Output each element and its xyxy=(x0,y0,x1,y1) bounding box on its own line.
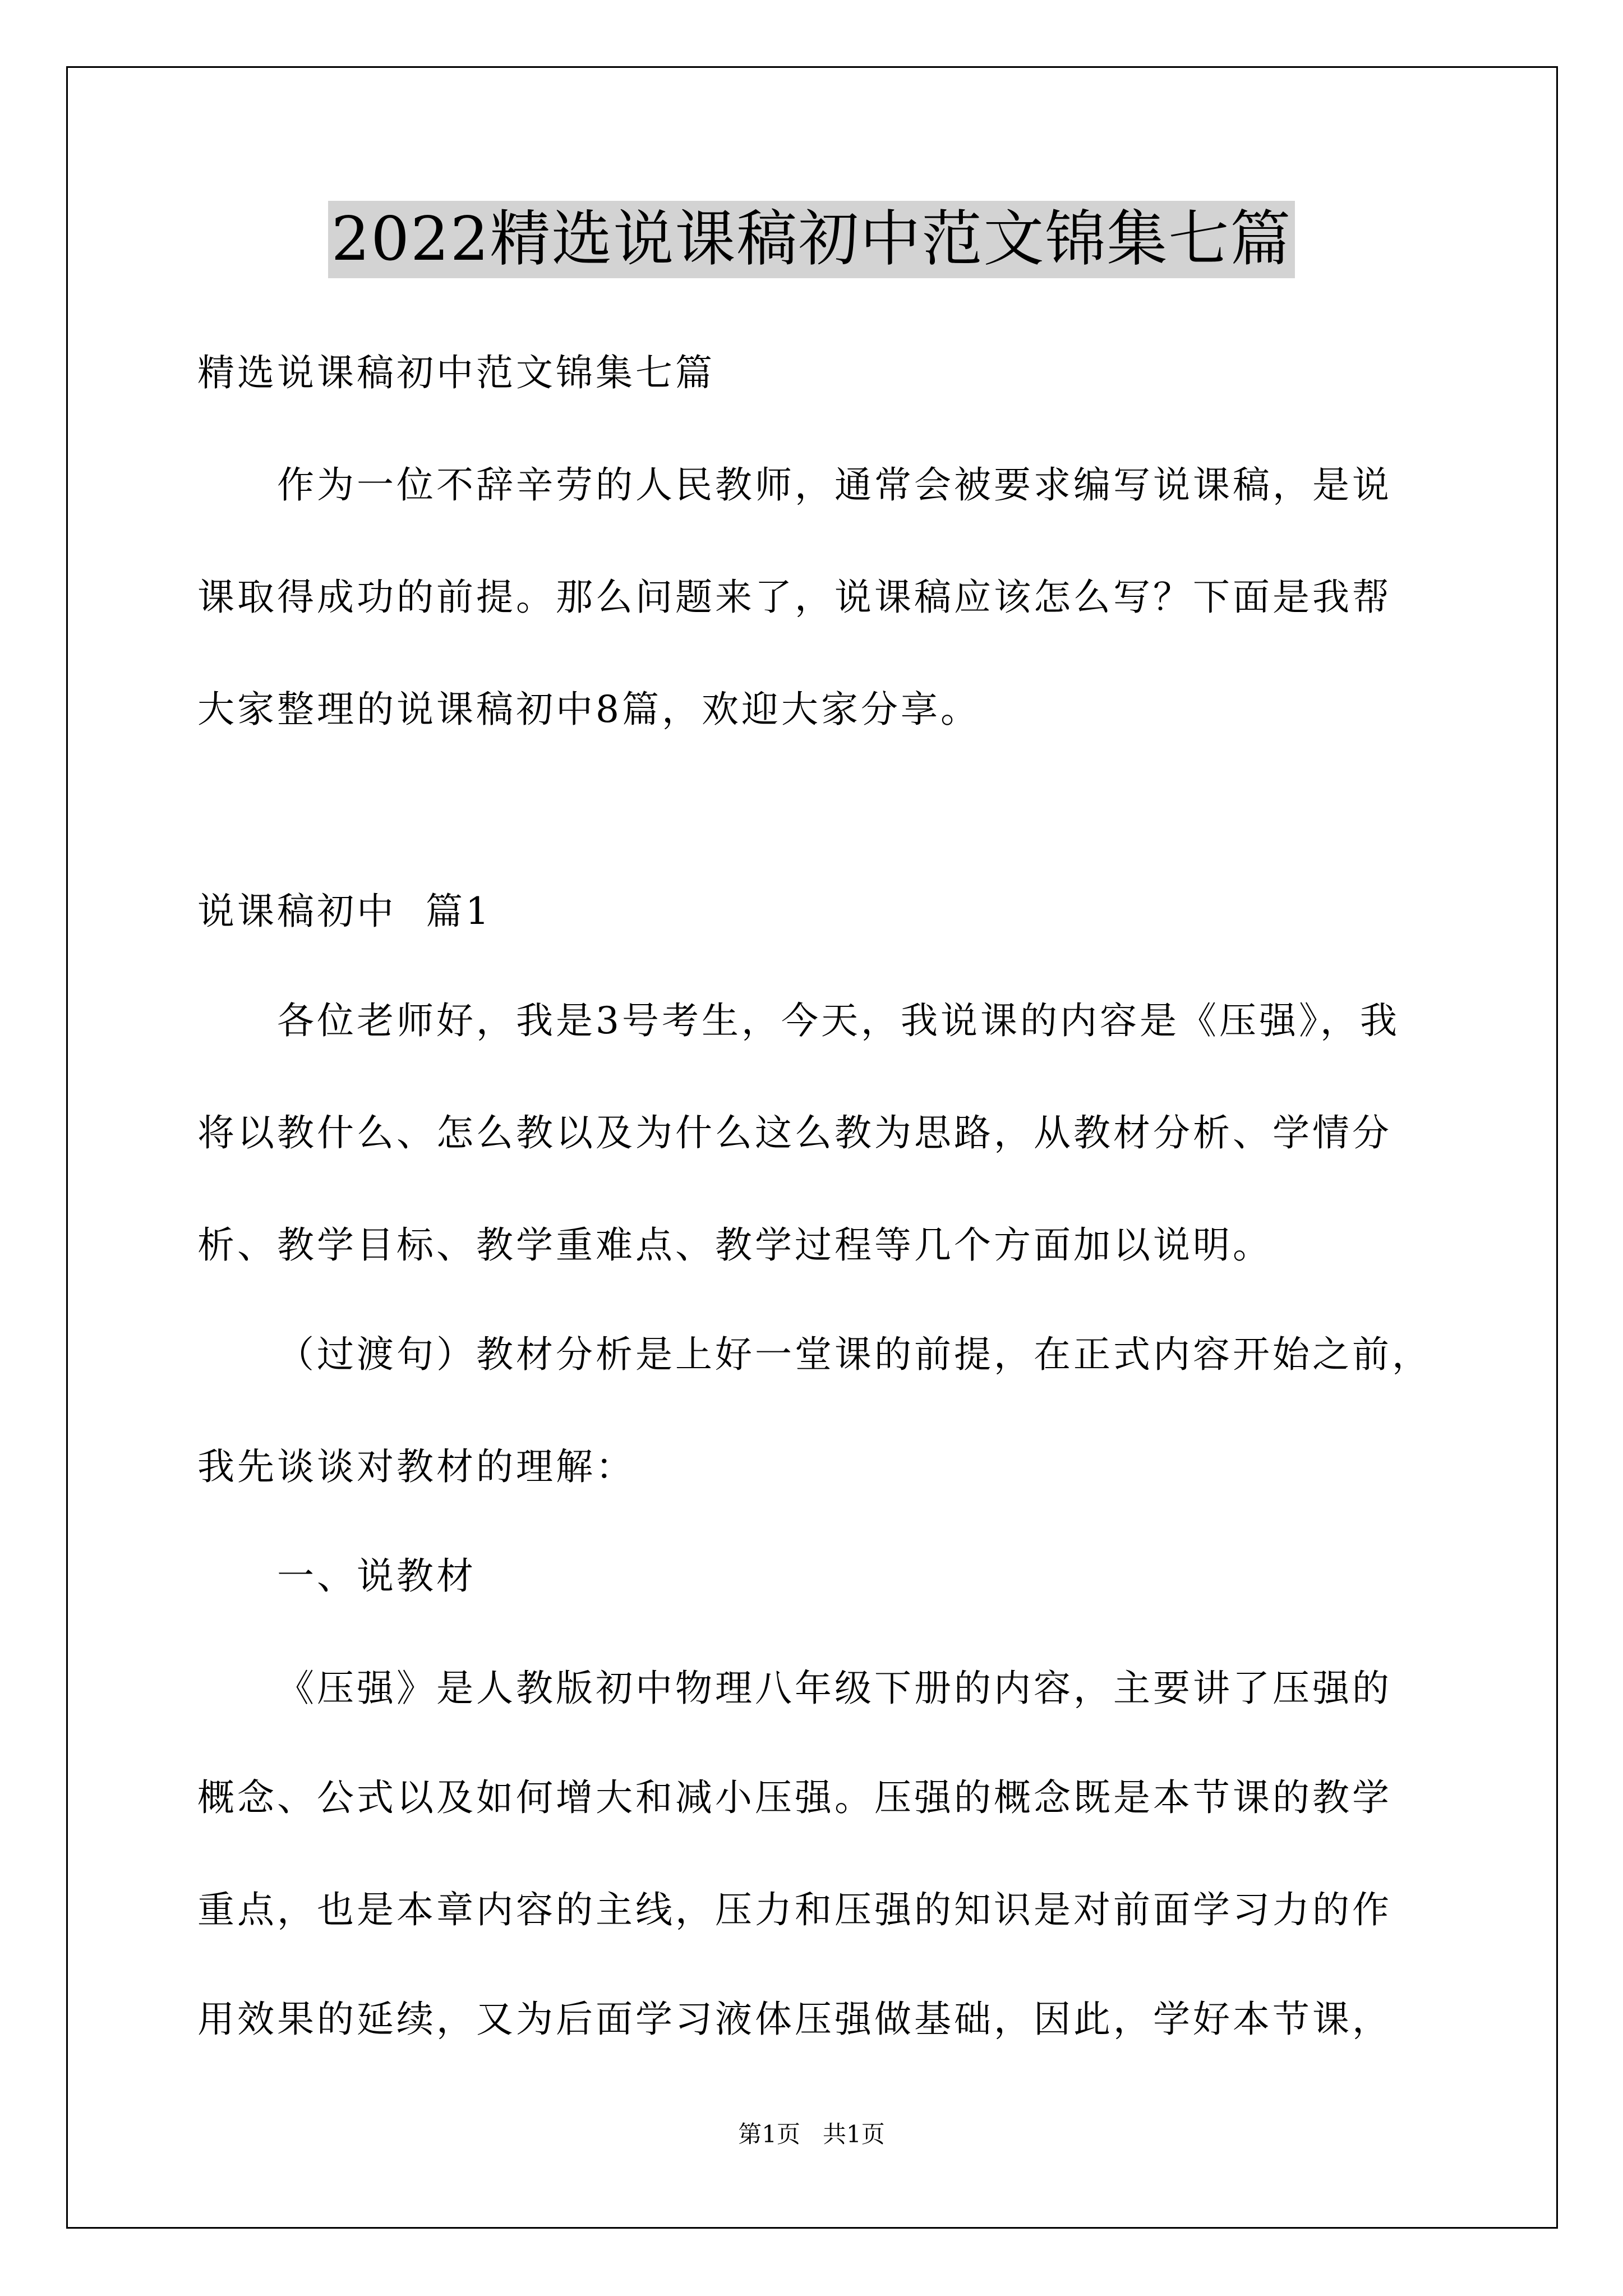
paragraph-line: 《压强》是人教版初中物理八年级下册的内容，主要讲了压强的 xyxy=(277,1667,1392,1710)
paragraph-line: 析、教学目标、教学重难点、教学过程等几个方面加以说明。 xyxy=(197,1223,1272,1267)
paragraph-line: 大家整理的说课稿初中8篇，欢迎大家分享。 xyxy=(197,688,980,731)
section-heading: 说课稿初中 篇1 xyxy=(197,890,492,933)
title-container xyxy=(0,201,1623,278)
page-footer: 第1页 共1页 xyxy=(738,2120,885,2148)
subtitle-line: 精选说课稿初中范文锦集七篇 xyxy=(197,351,715,394)
paragraph-line: 作为一位不辞辛劳的人民教师，通常会被要求编写说课稿，是说 xyxy=(277,463,1392,507)
paragraph-line: 各位老师好，我是3号考生，今天，我说课的内容是《压强》，我 xyxy=(277,999,1400,1042)
document-title: 2022精选说课稿初中范文锦集七篇 xyxy=(328,201,1295,278)
paragraph-line: 概念、公式以及如何增大和减小压强。压强的概念既是本节课的教学 xyxy=(197,1776,1392,1819)
subheading-line: 一、说教材 xyxy=(277,1554,476,1598)
paragraph-line: 重点，也是本章内容的主线，压力和压强的知识是对前面学习力的作 xyxy=(197,1888,1392,1931)
paragraph-line: 课取得成功的前提。那么问题来了，说课稿应该怎么写？下面是我帮 xyxy=(197,576,1392,619)
paragraph-line: 用效果的延续，又为后面学习液体压强做基础，因此，学好本节课， xyxy=(197,1998,1392,2041)
paragraph-line: 我先谈谈对教材的理解： xyxy=(197,1445,635,1488)
paragraph-line: 将以教什么、怎么教以及为什么这么教为思路，从教材分析、学情分 xyxy=(197,1111,1392,1154)
paragraph-line: （过渡句）教材分析是上好一堂课的前提，在正式内容开始之前， xyxy=(277,1333,1432,1376)
